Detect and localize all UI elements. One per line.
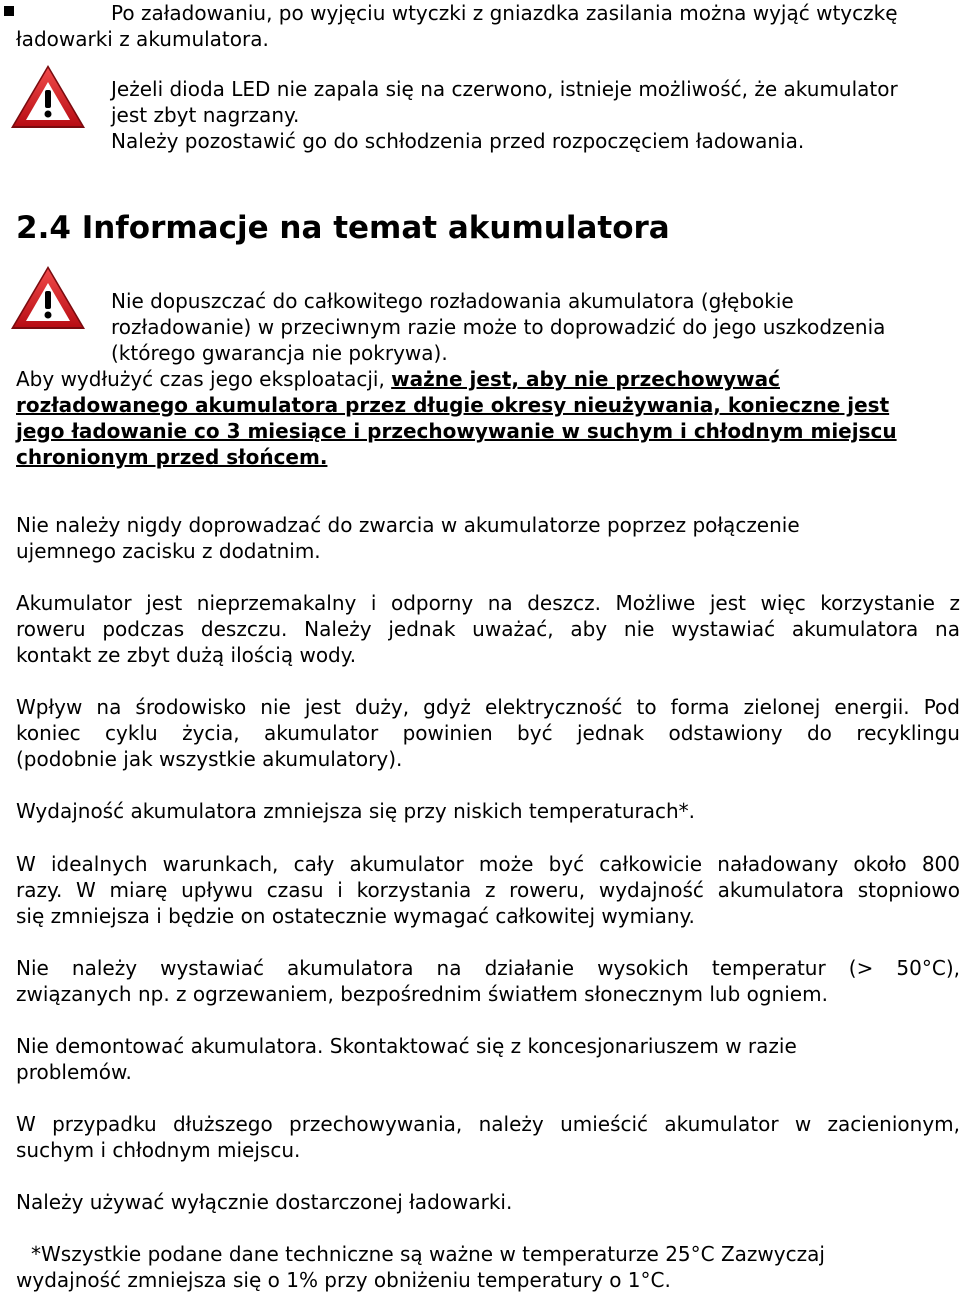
storage-bold2: rozładowanego akumulatora przez długie okresy nieużywania, konieczne jest [16,393,890,417]
warning-triangle-icon [8,62,88,132]
rain-line1: Akumulator jest nieprzemakalny i odporny na deszcz. Możliwe jest więc korzystanie z [16,591,960,615]
cycles-line3: się zmniejsza i będzie on ostatecznie wymagać całkowitej wymiany. [16,904,695,928]
storage-bold4: chronionym przed słońcem. [16,445,328,469]
warning1-line3: Należy pozostawić go do schłodzenia przed rozpoczęciem ładowania. [111,129,805,153]
cycles-line1: W idealnych warunkach, cały akumulator może być całkowicie naładowany około 800 [16,852,960,876]
section-heading: 2.4 Informacje na temat akumulatora [16,210,670,246]
storage-line1 [16,366,780,392]
warning1-line1: Jeżeli dioda LED nie zapala się na czerwono, istnieje możliwość, że akumulator [111,77,898,101]
short-line2: ujemnego zacisku z dodatnim. [16,539,321,563]
warning2-line1: Nie dopuszczać do całkowitego rozładowania akumulatora (głębokie [111,289,794,313]
storage-lead: Aby wydłużyć czas jego eksploatacji, [16,367,392,391]
warning2-line3: (którego gwarancja nie pokrywa). [111,341,448,365]
env-line2: koniec cyklu życia, akumulator powinien być jednak odstawiony do recyklingu [16,721,960,745]
dismantle-line1: Nie demontować akumulatora. Skontaktować się z koncesjonariuszem w razie [16,1034,797,1058]
charger-paragraph: Należy używać wyłącznie dostarczonej ładowarki. [16,1190,513,1214]
longstore-line1: W przypadku dłuższego przechowywania, należy umieścić akumulator w zacienionym, [16,1112,960,1136]
env-line3: (podobnie jak wszystkie akumulatory). [16,747,403,771]
temp-paragraph: Wydajność akumulatora zmniejsza się przy niskich temperaturach*. [16,799,696,823]
short-line1: Nie należy nigdy doprowadzać do zwarcia w akumulatorze poprzez połączenie [16,513,800,537]
dismantle-line2: problemów. [16,1060,132,1084]
warning-triangle-icon [8,263,88,333]
env-line1: Wpływ na środowisko nie jest duży, gdyż elektryczność to forma zielonej energii. Pod [16,695,960,719]
warning2-line2: rozładowanie) w przeciwnym razie może to doprowadzić do jego uszkodzenia [111,315,886,339]
footnote-line1: *Wszystkie podane dane techniczne są ważne w temperaturze 25°C Zazwyczaj [31,1242,825,1266]
storage-bold3: jego ładowanie co 3 miesiące i przechowywanie w suchym i chłodnym miejscu [16,419,897,443]
heat-line1: Nie należy wystawiać akumulatora na działanie wysokich temperatur (> 50°C), [16,956,960,980]
footnote-line2: wydajność zmniejsza się o 1% przy obniżeniu temperatury o 1°C. [16,1268,671,1292]
cycles-line2: razy. W miarę upływu czasu i korzystania z roweru, wydajność akumulatora stopniowo [16,878,960,902]
heat-line2: związanych np. z ogrzewaniem, bezpośrednim światłem słonecznym lub ogniem. [16,982,828,1006]
bullet-text-line2: ładowarki z akumulatora. [16,27,269,51]
rain-line2: roweru podczas deszczu. Należy jednak uważać, aby nie wystawiać akumulatora na [16,617,960,641]
rain-line3: kontakt ze zbyt dużą ilością wody. [16,643,357,667]
bullet-square-icon [4,6,14,16]
bullet-text-line1: Po załadowaniu, po wyjęciu wtyczki z gniazdka zasilania można wyjąć wtyczkę [111,1,898,25]
longstore-line2: suchym i chłodnym miejscu. [16,1138,301,1162]
warning1-line2: jest zbyt nagrzany. [111,103,300,127]
storage-bold1: ważne jest, aby nie przechowywać [391,367,780,391]
